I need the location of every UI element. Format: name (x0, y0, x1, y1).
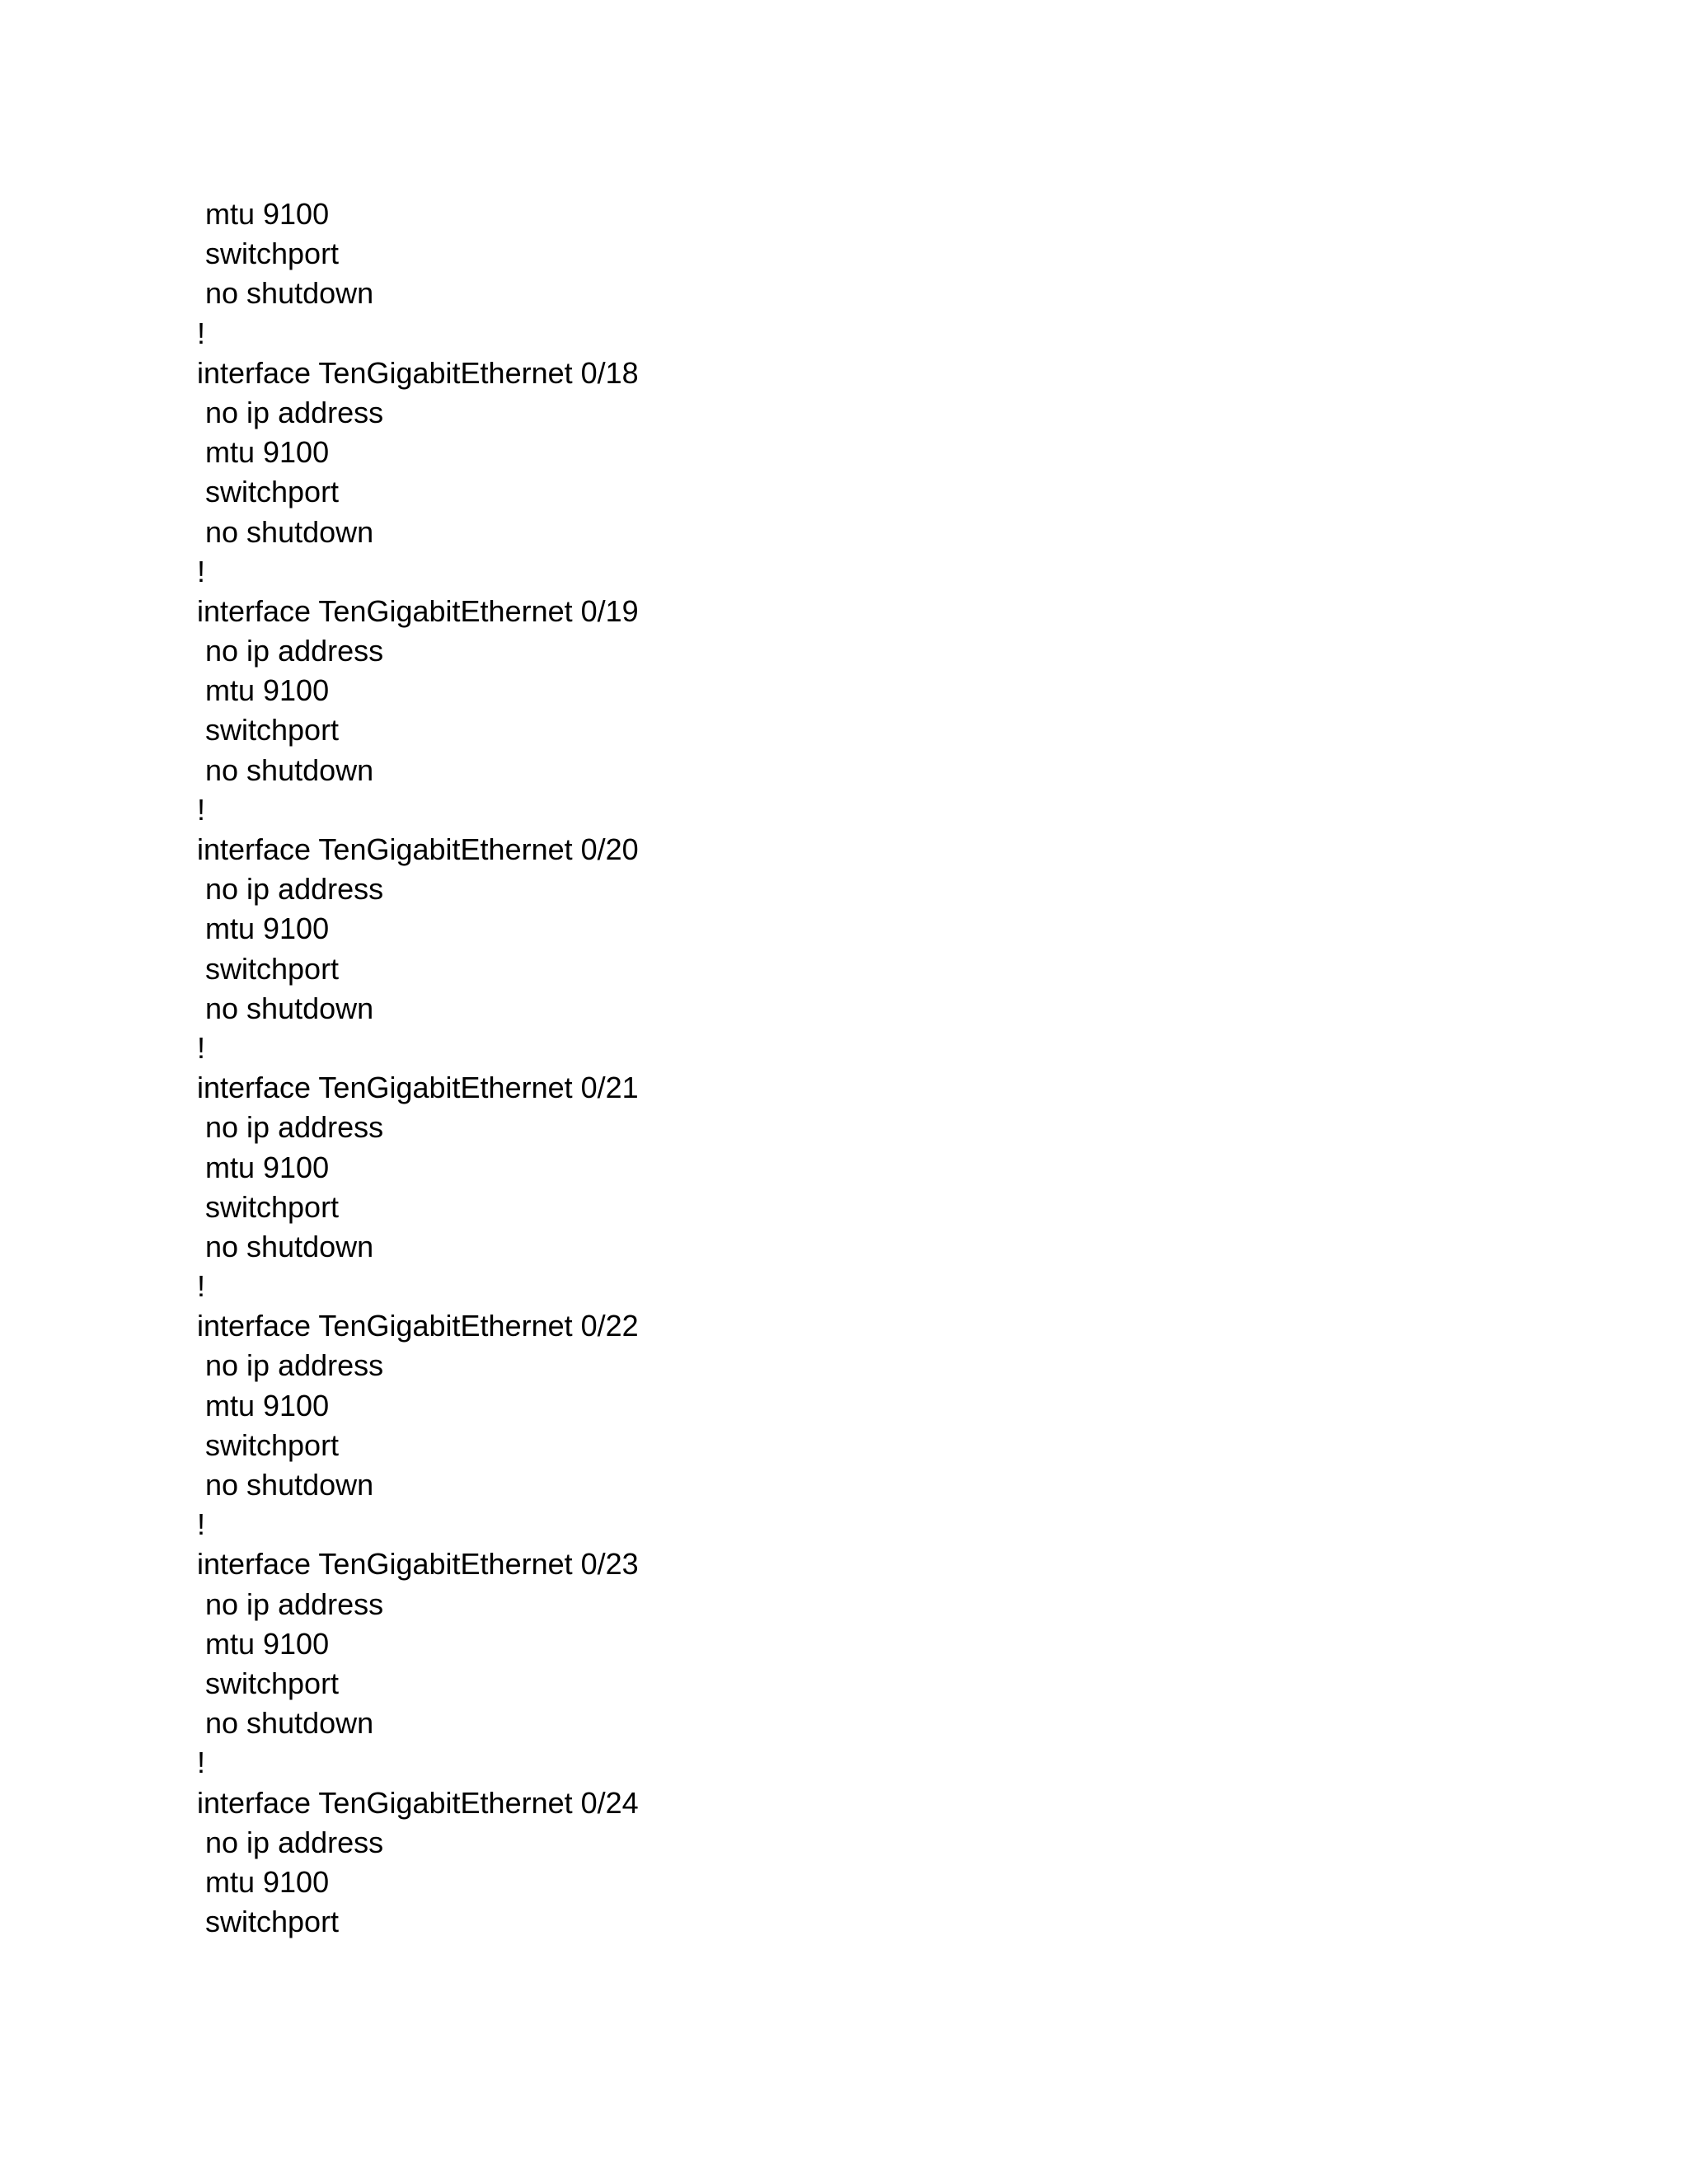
section-separator: ! (197, 1746, 206, 1780)
config-line: no ip address (197, 634, 384, 668)
config-line: no shutdown (197, 1468, 374, 1502)
section-separator: ! (197, 1269, 206, 1304)
config-line: mtu 9100 (197, 1626, 330, 1661)
config-line: no ip address (197, 1825, 384, 1859)
config-line: no shutdown (197, 1229, 374, 1263)
config-line: no ip address (197, 1586, 384, 1621)
config-line: switchport (197, 1666, 340, 1700)
config-line: switchport (197, 951, 340, 986)
interface-header: interface TenGigabitEthernet 0/18 (197, 355, 639, 390)
config-line: switchport (197, 237, 340, 271)
interface-header: interface TenGigabitEthernet 0/24 (197, 1785, 639, 1820)
interface-header: interface TenGigabitEthernet 0/19 (197, 593, 639, 628)
config-line: switchport (197, 1189, 340, 1224)
interface-header: interface TenGigabitEthernet 0/23 (197, 1547, 639, 1582)
config-line: switchport (197, 713, 340, 748)
config-line: no shutdown (197, 514, 374, 549)
config-line: switchport (197, 475, 340, 509)
section-separator: ! (197, 316, 206, 350)
config-line: mtu 9100 (197, 912, 330, 946)
config-line: no ip address (197, 395, 384, 429)
config-line: mtu 9100 (197, 435, 330, 470)
section-separator: ! (197, 792, 206, 827)
interface-header: interface TenGigabitEthernet 0/22 (197, 1309, 639, 1343)
config-line: mtu 9100 (197, 197, 330, 231)
config-line: no ip address (197, 872, 384, 907)
interface-header: interface TenGigabitEthernet 0/20 (197, 832, 639, 866)
section-separator: ! (197, 554, 206, 588)
config-line: mtu 9100 (197, 673, 330, 708)
config-line: switchport (197, 1905, 340, 1939)
config-line: no shutdown (197, 752, 374, 787)
section-separator: ! (197, 1030, 206, 1065)
config-line: no shutdown (197, 276, 374, 311)
config-line: mtu 9100 (197, 1150, 330, 1184)
interface-header: interface TenGigabitEthernet 0/21 (197, 1071, 639, 1105)
config-line: mtu 9100 (197, 1388, 330, 1422)
config-line: no shutdown (197, 1706, 374, 1741)
config-line: no shutdown (197, 991, 374, 1025)
config-line: no ip address (197, 1110, 384, 1145)
config-text-block (197, 194, 639, 1942)
section-separator: ! (197, 1507, 206, 1542)
config-line: mtu 9100 (197, 1864, 330, 1899)
config-line: no ip address (197, 1348, 384, 1383)
config-line: switchport (197, 1427, 340, 1462)
